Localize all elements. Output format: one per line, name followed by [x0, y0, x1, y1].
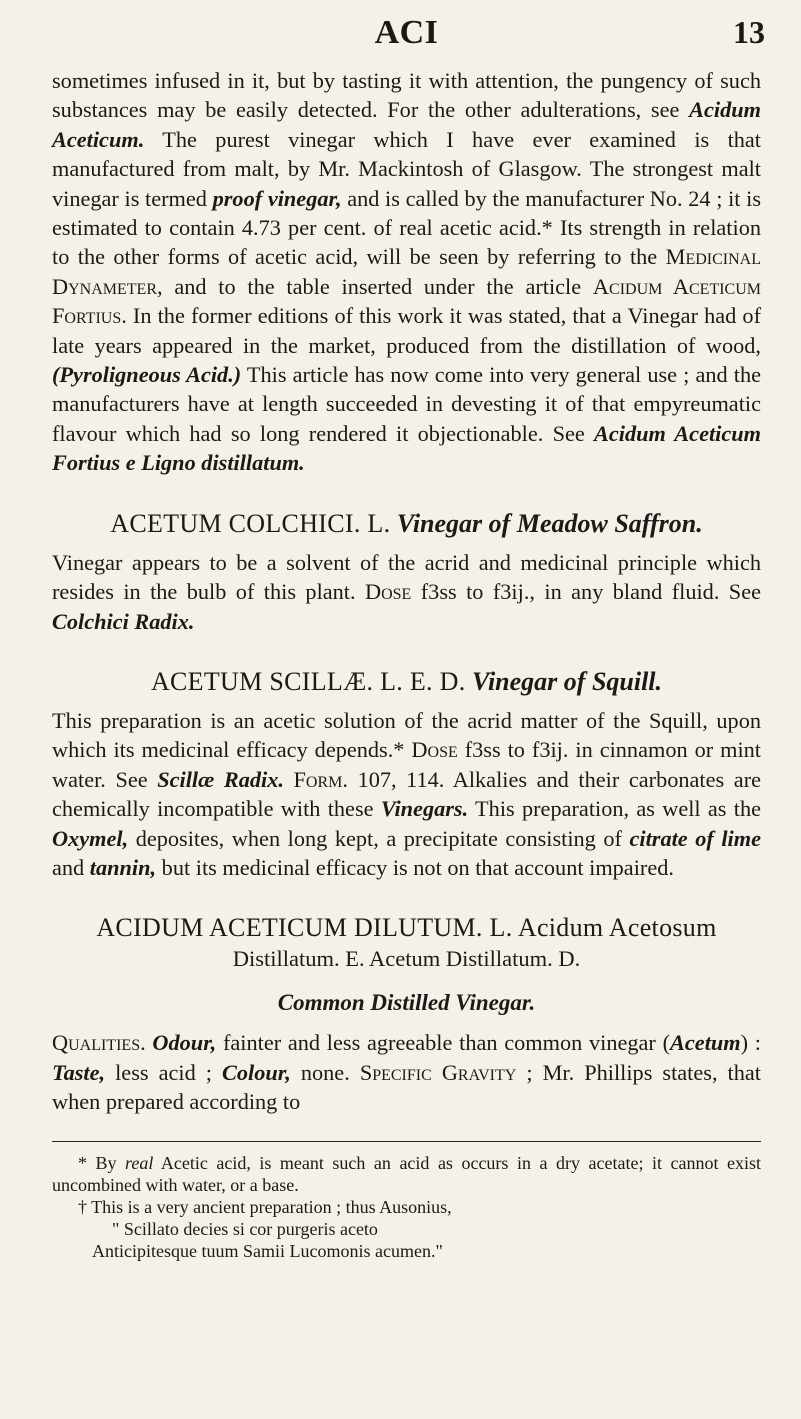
text-run: The purest vinegar which I have ever examined is that manufactured from malt, by Mr. Mackintosh of Glasgow. The strongest malt vinegar is termed — [52, 126, 761, 211]
term-odour: Odour, — [152, 1030, 217, 1056]
text-run: This preparation is an acetic solution of the acrid matter of the Squill, upon which its medicinal efficacy depends.* — [52, 707, 761, 763]
footnotes — [52, 1152, 761, 1262]
term-oxymel: Oxymel, — [52, 825, 129, 851]
heading-latin: ACIDUM ACETICUM DILUTUM. L. Acidum Acetosum — [96, 913, 717, 943]
cross-reference: Acidum Aceticum Fortius. — [52, 273, 762, 329]
text-run: and — [52, 854, 90, 880]
term-acetum: Acetum — [670, 1030, 741, 1056]
footnote-divider — [52, 1141, 761, 1142]
term-proof-vinegar: proof vinegar, — [212, 185, 342, 211]
heading-translation: Vinegar of Meadow Saffron. — [396, 508, 703, 538]
term-citrate-of-lime: citrate of lime — [629, 825, 761, 851]
term-pyroligneous-acid: (Pyroligneous Acid.) — [52, 362, 242, 388]
heading-translation: Vinegar of Squill. — [472, 666, 663, 696]
paragraph-acetum-colchici — [52, 548, 761, 636]
text-run: Acetic acid, is meant such an acid as occurs in a dry acetate; it cannot exist uncombined with water, or a base. — [52, 1152, 761, 1195]
heading-latin: ACETUM SCILLÆ. L. E. D. — [150, 666, 466, 696]
term-taste: Taste, — [52, 1059, 106, 1085]
paragraph-qualities — [52, 1028, 761, 1116]
form-label: Form. — [293, 766, 348, 792]
cross-reference: Acidum Aceticum Fortius e Ligno distillatum. — [52, 420, 762, 476]
dose-label: Dose — [365, 579, 412, 605]
verse-line-1: " Scillato decies si cor purgeris aceto — [112, 1218, 378, 1239]
text-run: ; Mr. Phillips states, that when prepared according to — [52, 1059, 761, 1115]
cross-reference: Scillæ Radix. — [157, 766, 284, 792]
text-run: less acid ; — [105, 1059, 223, 1085]
heading-synonyms: Distillatum. E. Acetum Distillatum. D. — [232, 946, 581, 972]
text-run: fainter and less agreeable than common vinegar ( — [216, 1030, 671, 1056]
cross-reference: Acidum Aceticum. — [52, 97, 761, 152]
heading-latin: ACETUM COLCHICI. L. — [110, 508, 391, 538]
text-run: In the former editions of this work it was stated, that a Vinegar had of late years appeared in the market, produced from the distillation of wood, — [52, 303, 761, 358]
text-run: * By — [78, 1152, 126, 1173]
text-run: This preparation, as well as the — [468, 796, 761, 822]
paragraph-vinegar-adulteration — [52, 66, 761, 478]
text-run: deposites, when long kept, a precipitate consisting of — [128, 825, 630, 851]
running-title: ACI — [374, 14, 439, 51]
term-tannin: tannin, — [89, 854, 157, 880]
term-vinegars: Vinegars. — [380, 796, 469, 822]
qualities-label: Qualities. — [52, 1030, 146, 1056]
footnote-real-acetic-acid — [52, 1152, 761, 1196]
cross-reference: Medicinal Dynameter, — [52, 244, 761, 299]
dose-label: Dose — [411, 737, 458, 763]
text-run: Vinegar appears to be a solvent of the acrid and medicinal principle which resides in the bulb of this plant. — [52, 549, 761, 605]
heading-translation: Common Distilled Vinegar. — [277, 990, 536, 1016]
heading-acetum-scillae — [52, 666, 761, 698]
text-run: sometimes infused in it, but by tasting it with attention, the pungency of such substances may be easily detected. For the other adulterations, see — [52, 68, 761, 123]
text-run: ) : — [740, 1030, 761, 1056]
term-real: real — [125, 1152, 154, 1173]
heading-acetum-colchici — [52, 508, 761, 540]
verse-line-2: Anticipitesque tuum Samii Lucomonis acumen." — [92, 1240, 443, 1261]
text-run: none. — [290, 1059, 360, 1085]
text-run: 107, 114. Alkalies and their carbonates are chemically incompatible with these — [52, 766, 762, 822]
text-run: f3ss to f3ij. in cinnamon or mint water. See — [52, 737, 761, 792]
footnote-ausonius: † This is a very ancient preparation ; thus Ausonius, — [78, 1196, 452, 1217]
text-run: and is called by the manufacturer No. 24 ; it is estimated to contain 4.73 per cent. of real acetic acid.* Its strength in relation to the other forms of acetic acid, will be seen by referring to the — [52, 185, 762, 270]
cross-reference: Colchici Radix. — [52, 608, 195, 634]
text-run: and to the table inserted under the article — [162, 273, 593, 299]
specific-gravity-label: Specific Gravity — [359, 1059, 517, 1085]
running-head — [52, 0, 765, 66]
text-run: but its medicinal efficacy is not on that account impaired. — [156, 854, 674, 880]
page-number: 13 — [733, 14, 765, 50]
heading-acidum-aceticum-dilutum — [52, 912, 761, 944]
text-run: This article has now come into very general use ; and the manufacturers have at length succeeded in devesting it of that empyreumatic flavour which had so long rendered it objectionable. See — [52, 362, 761, 446]
paragraph-acetum-scillae — [52, 706, 761, 882]
term-colour: Colour, — [222, 1059, 291, 1085]
text-run: f3ss to f3ij., in any bland fluid. See — [411, 579, 761, 605]
